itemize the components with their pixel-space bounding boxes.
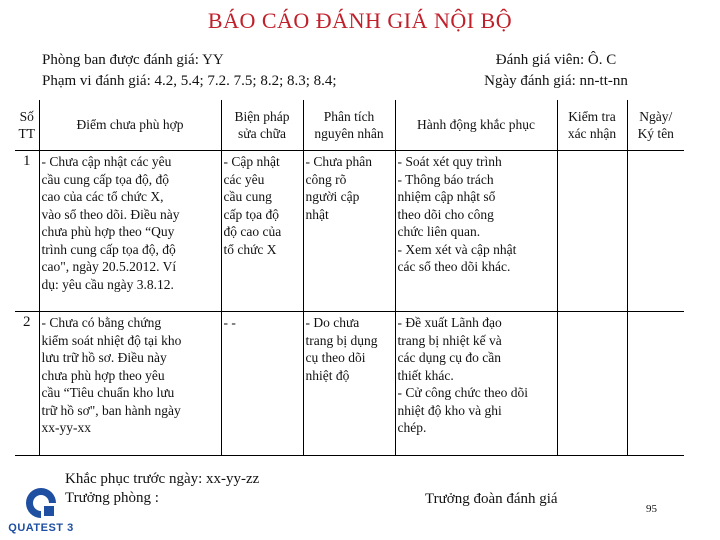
cell-line: chưa phù hợp theo “Quy	[41, 224, 175, 239]
cell-line: chức liên quan.	[397, 224, 481, 239]
cell-line: tổ chức X	[223, 241, 277, 257]
fix-cell	[221, 151, 303, 312]
nonconformity-table	[15, 100, 684, 456]
cell-line: - Xem xét và cập nhật	[397, 241, 517, 257]
cell-line: trang bị dụng	[305, 332, 378, 348]
header-fix: Biện pháp sửa chữa	[221, 100, 303, 151]
action-cell	[395, 151, 557, 312]
cell-line: - Chưa cập nhật các yêu	[41, 154, 172, 169]
cell-line: kiểm soát nhiệt độ tại kho	[41, 332, 182, 348]
cell-line: - Thông báo trách	[397, 171, 494, 187]
row-number: 2	[15, 312, 39, 456]
logo-text: QUATEST 3	[8, 522, 74, 534]
cell-line: theo dõi cho công	[397, 206, 494, 222]
cell-line: nhiệt độ	[305, 367, 350, 383]
sign-cell	[627, 312, 684, 456]
quatest-logo-icon	[8, 486, 74, 526]
remediation-deadline: Khắc phục trước ngày: xx-yy-zz	[65, 471, 260, 487]
footer-signoff-left	[65, 470, 259, 508]
header-verify: Kiểm tra xác nhận	[557, 100, 627, 151]
cell-line: cầu cung cấp tọa độ, độ	[41, 171, 169, 187]
cell-line: độ cao của	[223, 224, 282, 239]
cell-line: thiết khác.	[397, 367, 454, 383]
cell-line: - Cử công chức theo dõi	[397, 385, 528, 400]
table-row	[15, 312, 684, 456]
audit-info-right	[456, 50, 656, 92]
audit-date: Ngày đánh giá: nn-tt-nn	[484, 73, 628, 89]
cell-line: trữ hồ sơ", ban hành ngày	[41, 402, 181, 418]
cell-line: công rõ	[305, 171, 347, 187]
header-cause: Phân tích nguyên nhân	[303, 100, 395, 151]
cell-line: các yêu	[223, 171, 265, 187]
cell-line: cầu cung	[223, 189, 272, 204]
cell-line: chép.	[397, 420, 427, 435]
audited-department: Phòng ban được đánh giá: YY	[42, 52, 224, 68]
header-action: Hành động khắc phục	[395, 100, 557, 151]
sign-cell	[627, 151, 684, 312]
cell-line: - Cập nhật	[223, 154, 280, 169]
quatest-logo	[8, 486, 74, 534]
cell-line: cầu “Tiêu chuẩn kho lưu	[41, 385, 175, 400]
cell-line: vào sổ theo dõi. Điều này	[41, 206, 180, 222]
verify-cell	[557, 312, 627, 456]
cell-line: nhật	[305, 206, 329, 222]
cell-line: dụ: yêu cầu ngày 3.8.12.	[41, 276, 174, 292]
cell-line: trình cung cấp tọa độ, độ	[41, 241, 176, 257]
verify-cell	[557, 151, 627, 312]
cell-line: người cập	[305, 189, 360, 204]
cell-line: nhiệm cập nhật sổ	[397, 189, 496, 204]
fix-cell	[221, 312, 303, 456]
header-sign: Ngày/ Ký tên	[627, 100, 684, 151]
page-title: BÁO CÁO ĐÁNH GIÁ NỘI BỘ	[207, 8, 513, 33]
cell-line: các dụng cụ đo cần	[397, 350, 501, 365]
issue-cell	[39, 312, 221, 456]
cause-cell	[303, 312, 395, 456]
action-cell	[395, 312, 557, 456]
cell-line: cao", ngày 20.5.2012. Ví	[41, 259, 177, 274]
cell-line: xx-yy-xx	[41, 420, 91, 435]
page-number: 95	[646, 503, 657, 515]
cell-line: - -	[223, 315, 236, 330]
cause-cell	[303, 151, 395, 312]
cell-line: - Chưa phân	[305, 154, 373, 169]
lead-auditor-label: Trưởng đoàn đánh giá	[425, 491, 558, 507]
cell-line: trang bị nhiệt kế và	[397, 332, 502, 348]
cell-line: - Soát xét quy trình	[397, 154, 502, 169]
audit-info-left	[42, 50, 337, 92]
audit-scope: Phạm vi đánh giá: 4.2, 5.4; 7.2. 7.5; 8.2; 8.3; 8.4;	[42, 73, 337, 89]
row-number: 1	[15, 151, 39, 312]
cell-line: nhiệt độ kho và ghi	[397, 402, 502, 418]
cell-line: chưa phù hợp theo yêu	[41, 367, 165, 383]
header-issue: Điểm chưa phù hợp	[39, 100, 221, 151]
issue-cell	[39, 151, 221, 312]
cell-line: - Do chưa	[305, 315, 360, 330]
header-no: Số TT	[15, 100, 39, 151]
table-header-row	[15, 100, 684, 151]
cell-line: cao của các tổ chức X,	[41, 189, 164, 204]
cell-line: - Chưa có bằng chứng	[41, 315, 162, 330]
cell-line: lưu trữ hồ sơ. Điều này	[41, 350, 167, 365]
cell-line: cấp tọa độ	[223, 206, 279, 222]
table-row	[15, 151, 684, 312]
cell-line: - Đề xuất Lãnh đạo	[397, 315, 502, 330]
auditor-name: Đánh giá viên: Ô. C	[495, 52, 617, 68]
department-head-label: Trưởng phòng :	[65, 490, 159, 506]
cell-line: các sổ theo dõi khác.	[397, 259, 511, 274]
cell-line: cụ theo dõi	[305, 350, 366, 365]
